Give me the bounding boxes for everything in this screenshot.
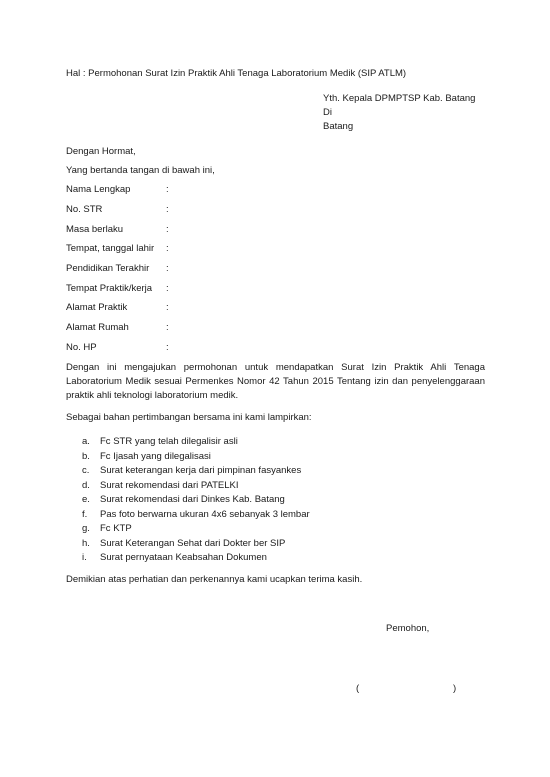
- list-item-text: Fc KTP: [100, 523, 132, 534]
- list-marker: c.: [82, 465, 90, 476]
- list-item: [82, 436, 310, 451]
- list-item: [82, 465, 310, 480]
- field-colon: :: [166, 204, 169, 215]
- attachments-list: [82, 436, 310, 567]
- signature-open-paren: (: [356, 683, 360, 694]
- list-item-text: Surat Keterangan Sehat dari Dokter ber SIP: [100, 537, 286, 549]
- list-item-text: Fc STR yang telah dilegalisir asli: [100, 436, 238, 447]
- field-colon: :: [166, 263, 169, 274]
- field-colon: :: [166, 184, 169, 195]
- list-item: [82, 509, 310, 524]
- field-colon: :: [166, 283, 169, 294]
- field-label-masa-berlaku: Masa berlaku: [66, 224, 124, 235]
- closing-text: Demikian atas perhatian dan perkenannya kami ucapkan terima kasih.: [66, 574, 363, 585]
- field-colon: :: [166, 224, 169, 235]
- field-label-nama: Nama Lengkap: [66, 184, 131, 195]
- signature-close-paren: ): [453, 683, 457, 694]
- field-colon: :: [166, 302, 169, 313]
- signature-title: Pemohon,: [386, 623, 430, 634]
- field-label-pendidikan: Pendidikan Terakhir: [66, 263, 150, 274]
- list-item-text: Fc Ijasah yang dilegalisasi: [100, 450, 211, 462]
- field-label-tempat-praktik: Tempat Praktik/kerja: [66, 283, 153, 294]
- list-item-text: Surat pernyataan Keabsahan Dokumen: [100, 552, 267, 563]
- letter-subject: Hal : Permohonan Surat Izin Praktik Ahli Tenaga Laboratorium Medik (SIP ATLM): [66, 68, 407, 79]
- list-marker: f.: [82, 508, 88, 520]
- intro-text: Yang bertanda tangan di bawah ini,: [66, 165, 215, 176]
- field-colon: :: [166, 322, 169, 333]
- list-item-text: Surat keterangan kerja dari pimpinan fasyankes: [100, 465, 302, 476]
- list-marker: a.: [82, 436, 90, 447]
- list-marker: b.: [82, 450, 90, 462]
- list-item: [82, 523, 310, 538]
- request-paragraph: Dengan ini mengajukan permohonan untuk mendapatkan Surat Izin Praktik Ahli Tenaga Laboratorium Medik sesuai Permenkes Nomor 42 Tahun 2015 Tentang izin dan penyelenggaraan praktik ahli teknologi laboratorium medik.: [66, 362, 485, 401]
- list-item: [82, 451, 310, 466]
- recipient-line-2: Di: [323, 107, 332, 118]
- field-label-alamat-rumah: Alamat Rumah: [66, 322, 129, 333]
- list-marker: h.: [82, 537, 90, 549]
- list-item-text: Surat rekomendasi dari PATELKI: [100, 479, 239, 491]
- list-marker: g.: [82, 523, 90, 534]
- field-colon: :: [166, 342, 169, 353]
- field-label-ttl: Tempat, tanggal lahir: [66, 243, 155, 254]
- field-label-str: No. STR: [66, 204, 103, 215]
- field-label-no-hp: No. HP: [66, 342, 97, 353]
- list-item: [82, 494, 310, 509]
- list-item: [82, 480, 310, 495]
- list-item-text: Pas foto berwarna ukuran 4x6 sebanyak 3 lembar: [100, 508, 310, 520]
- field-colon: :: [166, 243, 169, 254]
- list-marker: d.: [82, 479, 90, 491]
- recipient-line-1: Yth. Kepala DPMPTSP Kab. Batang: [323, 93, 476, 104]
- recipient-line-3: Batang: [323, 121, 354, 132]
- greeting: Dengan Hormat,: [66, 146, 136, 157]
- list-item-text: Surat rekomendasi dari Dinkes Kab. Batang: [100, 494, 285, 505]
- list-marker: e.: [82, 494, 90, 505]
- list-marker: i.: [82, 552, 87, 563]
- list-item: [82, 552, 310, 567]
- list-item: [82, 538, 310, 553]
- attachments-intro: Sebagai bahan pertimbangan bersama ini kami lampirkan:: [66, 412, 312, 423]
- field-label-alamat-praktik: Alamat Praktik: [66, 302, 128, 313]
